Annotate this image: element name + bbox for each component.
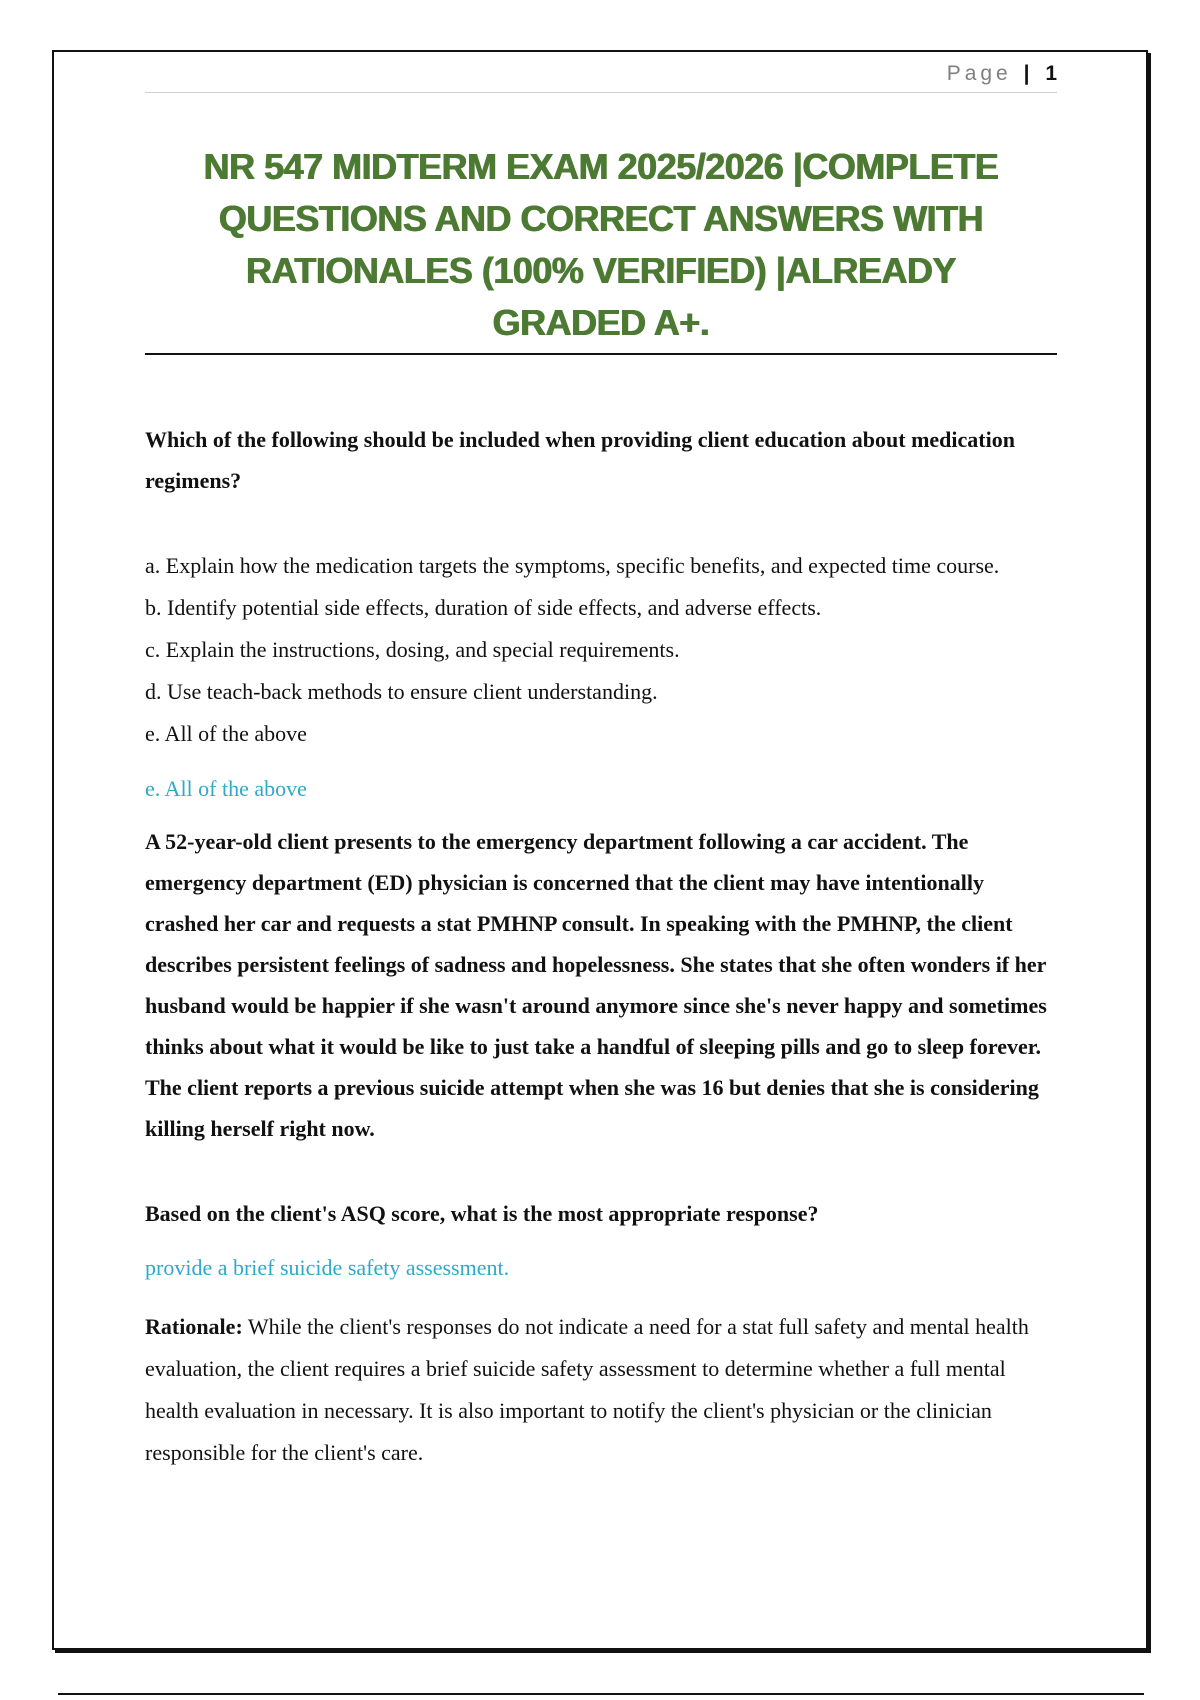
page-header — [145, 62, 1057, 93]
title-line: GRADED A+. — [492, 302, 710, 343]
page-label: Page — [946, 62, 1012, 85]
question-2-text: Based on the client's ASQ score, what is the most appropriate response? — [145, 1201, 819, 1226]
option-c: c. Explain the instructions, dosing, and special requirements. — [145, 637, 680, 662]
rationale-label: Rationale: — [145, 1314, 243, 1339]
title-line: RATIONALES (100% VERIFIED) |ALREADY — [246, 250, 956, 291]
question-2-scenario: A 52-year-old client presents to the emergency department following a car accident. The emergency department (ED) physician is concerned that the client may have intentionally crashed her car and requests a stat PMHNP consult. In speaking with the PMHNP, the client describes persistent feelings of sadness and hopelessness. She states that she often wonders if her husband would be happier if she wasn't around anymore since she's never happy and sometimes thinks about what it would be like to just take a handful of sleeping pills and go to sleep forever. The client reports a previous suicide attempt when she was 16 but denies that she is considering killing herself right now. — [145, 829, 1047, 1141]
page-number: 1 — [1045, 62, 1057, 85]
option-b: b. Identify potential side effects, duration of side effects, and adverse effects. — [145, 595, 822, 620]
document-title — [145, 141, 1057, 355]
rationale-text: While the client's responses do not indicate a need for a stat full safety and mental health evaluation, the client requires a brief suicide safety assessment to determine whether a full mental health evaluation in necessary. It is also important to notify the client's physician or the clinician responsible for the client's care. — [145, 1314, 1029, 1465]
page-content — [145, 62, 1057, 1496]
question-2-rationale — [145, 1306, 1057, 1474]
footer-rule — [58, 1693, 1144, 1695]
title-line: QUESTIONS AND CORRECT ANSWERS WITH — [218, 198, 984, 239]
title-line: NR 547 MIDTERM EXAM 2025/2026 |COMPLETE — [203, 146, 999, 187]
option-d: d. Use teach-back methods to ensure client understanding. — [145, 679, 658, 704]
question-1-answer: e. All of the above — [145, 776, 307, 801]
page-separator: | — [1023, 62, 1030, 85]
question-2-answer: provide a brief suicide safety assessment. — [145, 1255, 510, 1280]
question-1-text: Which of the following should be included when providing client education about medication regimens? — [145, 427, 1015, 493]
option-a: a. Explain how the medication targets the symptoms, specific benefits, and expected time course. — [145, 553, 1000, 578]
question-1-options — [145, 545, 1057, 755]
option-e: e. All of the above — [145, 721, 307, 746]
